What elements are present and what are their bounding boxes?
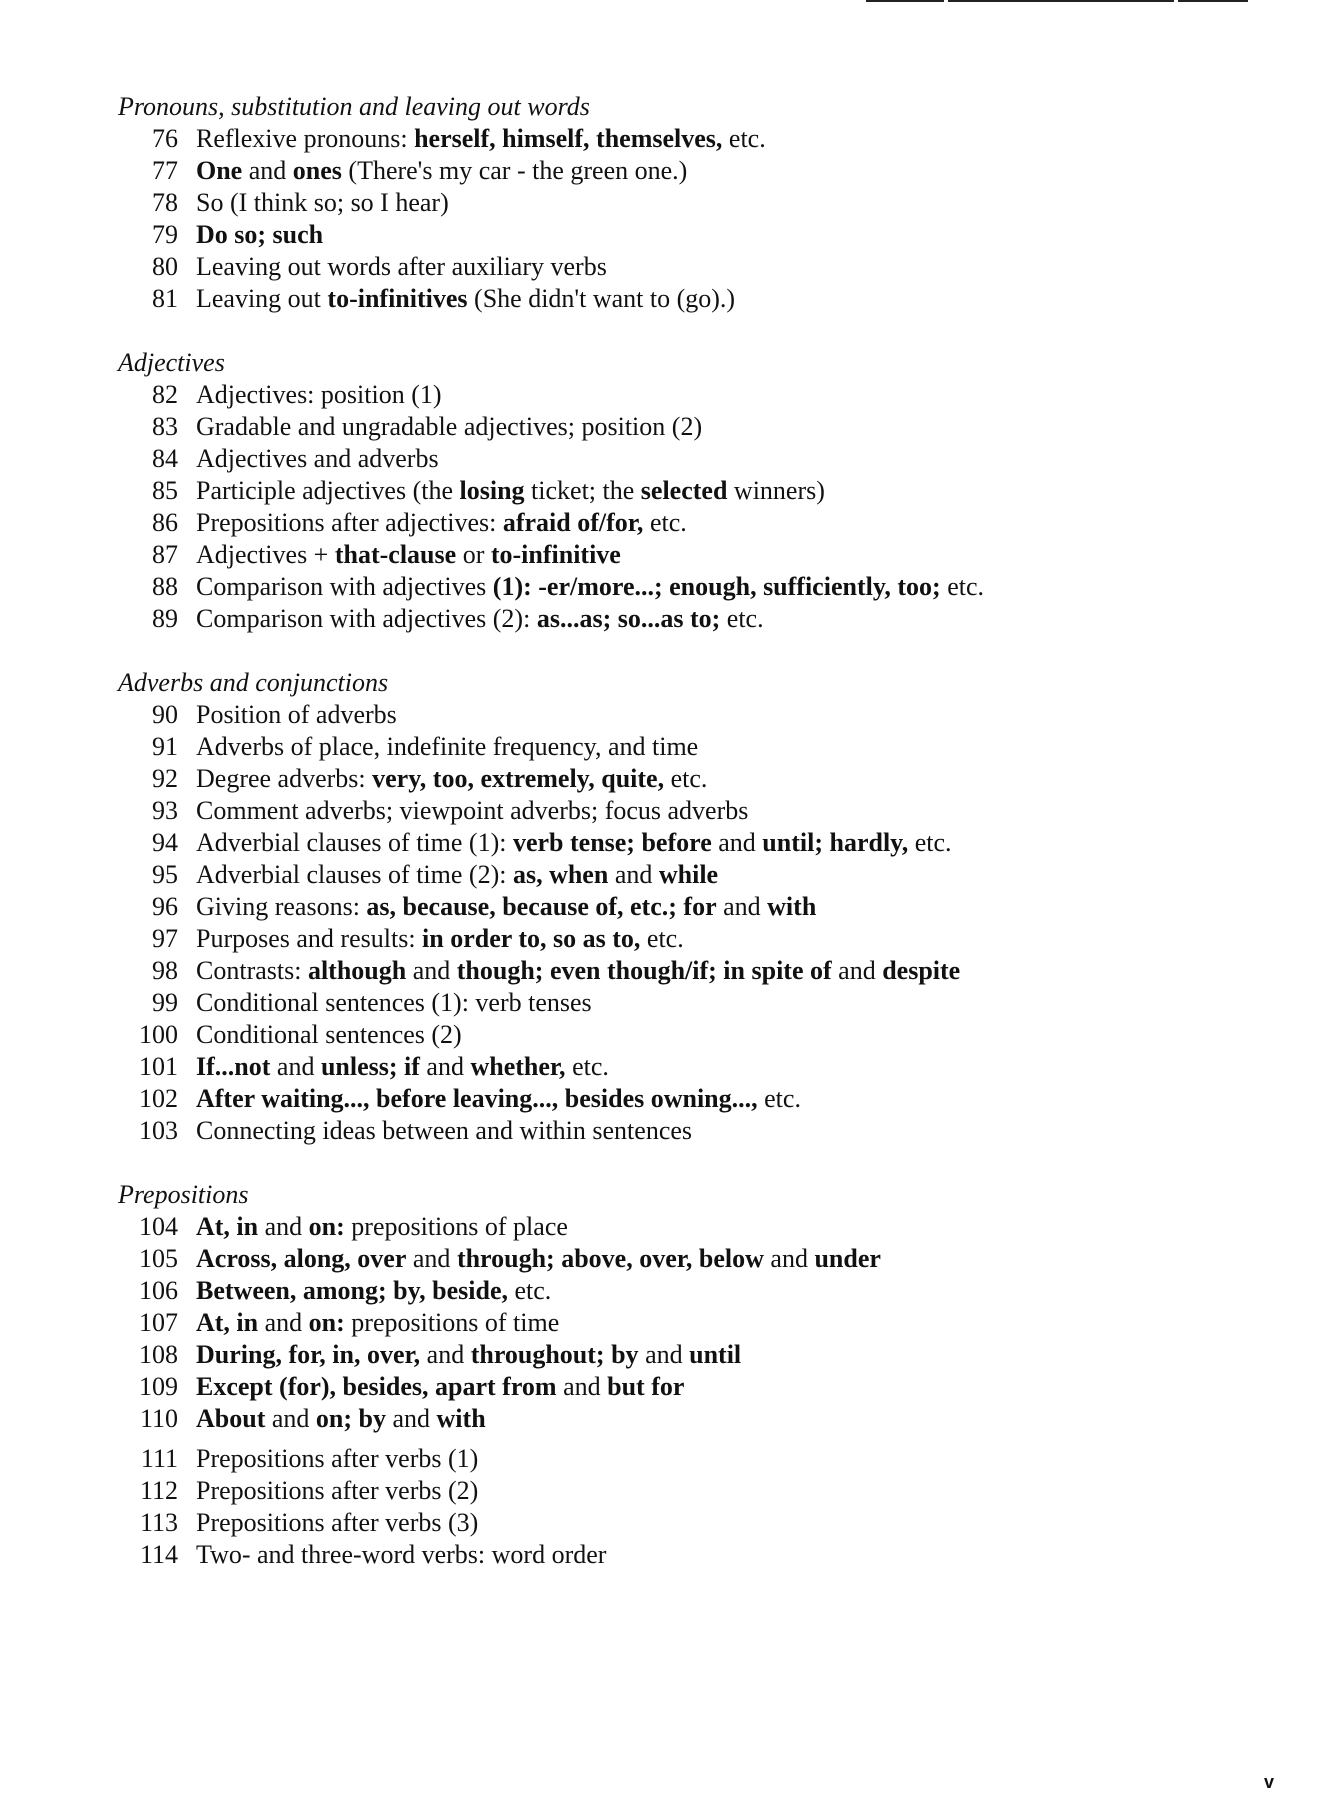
- unit-number: 112: [139, 1476, 178, 1505]
- unit-number: 92: [152, 764, 178, 793]
- title-text: etc.: [643, 508, 687, 537]
- contents-entry: [118, 1083, 1268, 1115]
- title-text: etc.: [640, 924, 684, 953]
- bold-term: Between, among; by, beside,: [196, 1276, 508, 1305]
- unit-title: [196, 539, 621, 571]
- title-text: (She didn't want to (go).): [467, 284, 736, 313]
- bold-term: through; above, over, below: [456, 1244, 764, 1273]
- unit-number: 103: [139, 1116, 178, 1145]
- title-text: Prepositions after verbs (1): [196, 1444, 479, 1473]
- section-adverbs-conjunctions: [118, 667, 1268, 1147]
- title-text: and: [419, 1052, 471, 1081]
- unit-number: 104: [139, 1212, 178, 1241]
- contents-entry: [118, 539, 1268, 571]
- unit-title: [196, 1539, 606, 1571]
- title-text: winners): [727, 476, 825, 505]
- bold-term: Across, along, over: [196, 1244, 407, 1273]
- bold-term: on:: [308, 1308, 345, 1337]
- title-text: Contrasts:: [196, 956, 308, 985]
- unit-title: [196, 1211, 568, 1243]
- title-text: and: [265, 1404, 316, 1433]
- title-text: and: [420, 1340, 471, 1369]
- page-number: v: [1264, 1772, 1275, 1792]
- bold-term: but for: [607, 1372, 685, 1401]
- contents-entry: [118, 155, 1268, 187]
- title-text: ticket; the: [524, 476, 641, 505]
- title-text: etc.: [720, 604, 764, 633]
- bold-term: afraid of/for,: [502, 508, 644, 537]
- section-prepositions: [118, 1179, 1268, 1571]
- bold-term: until; hardly,: [762, 828, 909, 857]
- section-items: [118, 699, 1268, 1147]
- bold-term: After waiting..., before leaving..., besides owning...,: [196, 1084, 758, 1113]
- unit-number: 81: [152, 284, 178, 313]
- bold-term: to-infinitives: [327, 284, 468, 313]
- unit-number: 110: [139, 1404, 178, 1433]
- unit-number: 113: [139, 1508, 178, 1537]
- contents-entry: [118, 1475, 1268, 1507]
- contents-entry: [118, 1243, 1268, 1275]
- unit-number: 93: [152, 796, 178, 825]
- unit-number: 82: [152, 380, 178, 409]
- bold-term: whether,: [470, 1052, 566, 1081]
- unit-number: 83: [152, 412, 178, 441]
- contents-entry: [118, 891, 1268, 923]
- unit-title: [196, 411, 702, 443]
- unit-title: [196, 507, 687, 539]
- bold-term: under: [814, 1244, 881, 1273]
- bold-term: on:: [308, 1212, 345, 1241]
- title-text: Reflexive pronouns:: [196, 124, 415, 153]
- title-text: etc.: [664, 764, 708, 793]
- contents-entry: [118, 763, 1268, 795]
- title-text: and: [831, 956, 883, 985]
- title-text: Comparison with adjectives: [196, 572, 493, 601]
- section-title: Adjectives: [118, 348, 225, 377]
- title-text: and: [711, 828, 763, 857]
- unit-title: [196, 155, 687, 187]
- unit-title: [196, 955, 960, 987]
- title-text: and: [716, 892, 768, 921]
- unit-title: [196, 923, 684, 955]
- unit-title: [196, 475, 825, 507]
- title-text: etc.: [908, 828, 952, 857]
- title-text: Degree adverbs:: [196, 764, 373, 793]
- title-text: Adjectives and adverbs: [196, 444, 439, 473]
- title-text: etc.: [940, 572, 985, 601]
- contents-entry: [118, 1443, 1268, 1475]
- bold-term: During, for, in, over,: [196, 1340, 421, 1369]
- unit-number: 88: [152, 572, 178, 601]
- bold-term: About: [196, 1404, 266, 1433]
- contents-entry: [118, 923, 1268, 955]
- contents-entry: [118, 1211, 1268, 1243]
- bold-term: though; even though/if; in spite of: [456, 956, 832, 985]
- unit-number: 106: [139, 1276, 178, 1305]
- unit-title: [196, 123, 766, 155]
- unit-title: [196, 1019, 462, 1051]
- bold-term: very, too, extremely, quite,: [372, 764, 665, 793]
- title-text: Comment adverbs; viewpoint adverbs; focus adverbs: [196, 796, 749, 825]
- bold-term: verb tense; before: [512, 828, 712, 857]
- contents-entry: [118, 251, 1268, 283]
- unit-number: 91: [152, 732, 178, 761]
- title-text: So (I think so; so I hear): [196, 188, 449, 217]
- section-title: Adverbs and conjunctions: [118, 668, 389, 697]
- unit-title: [196, 187, 449, 219]
- section-items: [118, 1211, 1268, 1571]
- unit-title: [196, 219, 323, 251]
- bold-term: with: [767, 892, 817, 921]
- contents-entry: [118, 507, 1268, 539]
- title-text: and: [258, 1212, 309, 1241]
- bold-term: as, because, because of, etc.; for: [366, 892, 717, 921]
- bold-term: At, in: [196, 1308, 259, 1337]
- unit-title: [196, 251, 607, 283]
- contents-entry: [118, 1019, 1268, 1051]
- title-text: Adjectives: position (1): [196, 380, 442, 409]
- section-adjectives: [118, 347, 1268, 635]
- unit-number: 87: [152, 540, 178, 569]
- title-text: and: [385, 1404, 437, 1433]
- title-text: Adverbs of place, indefinite frequency, and time: [196, 732, 699, 761]
- top-rule-1: [866, 0, 944, 2]
- title-text: and: [763, 1244, 815, 1273]
- unit-title: [196, 603, 764, 635]
- title-text: etc.: [508, 1276, 552, 1305]
- unit-number: 96: [152, 892, 178, 921]
- top-rule-2: [948, 0, 1174, 2]
- contents-entry: [118, 187, 1268, 219]
- title-text: and: [608, 860, 659, 889]
- section-title: Pronouns, substitution and leaving out words: [118, 92, 590, 121]
- bold-term: losing: [459, 476, 525, 505]
- unit-number: 79: [152, 220, 178, 249]
- contents-entry: [118, 123, 1268, 155]
- bold-term: despite: [882, 956, 961, 985]
- unit-title: [196, 763, 707, 795]
- section-title: Prepositions: [118, 1180, 249, 1209]
- unit-number: 89: [152, 604, 178, 633]
- unit-title: [196, 1507, 478, 1539]
- contents-entry: [118, 571, 1268, 603]
- unit-number: 86: [152, 508, 178, 537]
- contents-entry: [118, 987, 1268, 1019]
- title-text: Prepositions after verbs (3): [196, 1508, 479, 1537]
- title-text: Conditional sentences (2): [196, 1020, 462, 1049]
- contents-entry: [118, 475, 1268, 507]
- title-text: Gradable and ungradable adjectives; position (2): [196, 412, 703, 441]
- unit-number: 102: [139, 1084, 178, 1113]
- contents-entry: [118, 443, 1268, 475]
- unit-title: [196, 1371, 684, 1403]
- section-items: [118, 379, 1268, 635]
- unit-number: 109: [139, 1372, 178, 1401]
- unit-title: [196, 891, 816, 923]
- bold-term: herself, himself, themselves,: [414, 124, 723, 153]
- top-rule-3: [1178, 0, 1248, 2]
- bold-term: At, in: [196, 1212, 259, 1241]
- contents-entry: [118, 283, 1268, 315]
- unit-number: 80: [152, 252, 178, 281]
- title-text: Prepositions after verbs (2): [196, 1476, 479, 1505]
- title-text: and: [242, 156, 293, 185]
- unit-title: [196, 1275, 551, 1307]
- unit-title: [196, 987, 592, 1019]
- unit-title: [196, 1051, 609, 1083]
- entry-gap: [118, 1435, 1268, 1443]
- unit-title: [196, 1115, 692, 1147]
- bold-term: in order to, so as to,: [422, 924, 641, 953]
- title-text: Leaving out words after auxiliary verbs: [196, 252, 607, 281]
- title-text: Adverbial clauses of time (2):: [196, 860, 513, 889]
- title-text: Position of adverbs: [196, 700, 397, 729]
- title-text: Giving reasons:: [196, 892, 367, 921]
- unit-number: 84: [152, 444, 178, 473]
- title-text: and: [406, 956, 457, 985]
- unit-title: [196, 283, 735, 315]
- unit-number: 111: [140, 1444, 178, 1473]
- title-text: or: [456, 540, 491, 569]
- title-text: Conditional sentences (1): verb tenses: [196, 988, 592, 1017]
- contents-entry: [118, 1051, 1268, 1083]
- contents-entry: [118, 1403, 1268, 1435]
- title-text: Prepositions after adjectives:: [196, 508, 503, 537]
- bold-term: throughout; by: [470, 1340, 639, 1369]
- unit-title: [196, 1339, 741, 1371]
- bold-term: (1): -er/more...; enough, sufficiently, too;: [492, 572, 941, 601]
- bold-term: as, when: [512, 860, 609, 889]
- bold-term: Except (for), besides, apart from: [196, 1372, 557, 1401]
- unit-number: 94: [152, 828, 178, 857]
- unit-title: [196, 1475, 478, 1507]
- contents-entry: [118, 1115, 1268, 1147]
- unit-number: 85: [152, 476, 178, 505]
- title-text: prepositions of time: [344, 1308, 560, 1337]
- unit-title: [196, 1307, 559, 1339]
- unit-title: [196, 443, 439, 475]
- unit-number: 101: [139, 1052, 178, 1081]
- bold-term: as...as; so...as to;: [536, 604, 721, 633]
- bold-term: while: [658, 860, 719, 889]
- bold-term: on; by: [315, 1404, 386, 1433]
- unit-title: [196, 795, 748, 827]
- unit-number: 105: [139, 1244, 178, 1273]
- unit-number: 78: [152, 188, 178, 217]
- unit-title: [196, 1243, 881, 1275]
- title-text: and: [638, 1340, 690, 1369]
- bold-term: unless; if: [320, 1052, 420, 1081]
- unit-number: 107: [139, 1308, 178, 1337]
- bold-term: ones: [292, 156, 342, 185]
- unit-number: 114: [139, 1540, 178, 1569]
- unit-title: [196, 1443, 478, 1475]
- unit-title: [196, 1083, 801, 1115]
- bold-term: selected: [640, 476, 728, 505]
- title-text: Participle adjectives (the: [196, 476, 460, 505]
- contents-entry: [118, 955, 1268, 987]
- contents-entry: [118, 1507, 1268, 1539]
- unit-title: [196, 827, 952, 859]
- title-text: and: [270, 1052, 321, 1081]
- contents-entry: [118, 603, 1268, 635]
- title-text: etc.: [757, 1084, 801, 1113]
- title-text: Leaving out: [196, 284, 328, 313]
- contents-entry: [118, 379, 1268, 411]
- contents-entry: [118, 827, 1268, 859]
- section-items: [118, 123, 1268, 315]
- contents-entry: [118, 1371, 1268, 1403]
- contents-entry: [118, 859, 1268, 891]
- title-text: Adverbial clauses of time (1):: [196, 828, 513, 857]
- unit-title: [196, 859, 718, 891]
- unit-number: 97: [152, 924, 178, 953]
- title-text: Two- and three-word verbs: word order: [196, 1540, 607, 1569]
- title-text: and: [258, 1308, 309, 1337]
- contents-entry: [118, 219, 1268, 251]
- contents-entry: [118, 795, 1268, 827]
- title-text: and: [556, 1372, 608, 1401]
- title-text: and: [406, 1244, 457, 1273]
- bold-term: One: [196, 156, 243, 185]
- title-text: etc.: [722, 124, 766, 153]
- section-pronouns: [118, 91, 1268, 315]
- unit-number: 77: [152, 156, 178, 185]
- unit-number: 76: [152, 124, 178, 153]
- contents-entry: [118, 1339, 1268, 1371]
- contents-entry: [118, 699, 1268, 731]
- bold-term: to-infinitive: [490, 540, 621, 569]
- unit-number: 90: [152, 700, 178, 729]
- bold-term: Do so; such: [196, 220, 324, 249]
- bold-term: until: [689, 1340, 742, 1369]
- unit-title: [196, 379, 442, 411]
- contents-entry: [118, 1539, 1268, 1571]
- unit-title: [196, 731, 698, 763]
- bold-term: although: [307, 956, 407, 985]
- unit-title: [196, 699, 397, 731]
- contents-entry: [118, 411, 1268, 443]
- title-text: (There's my car - the green one.): [341, 156, 688, 185]
- bold-term: that-clause: [334, 540, 457, 569]
- unit-number: 108: [139, 1340, 178, 1369]
- title-text: etc.: [565, 1052, 609, 1081]
- bold-term: If...not: [196, 1052, 271, 1081]
- contents-entry: [118, 1275, 1268, 1307]
- unit-number: 98: [152, 956, 178, 985]
- unit-title: [196, 1403, 486, 1435]
- contents-entry: [118, 731, 1268, 763]
- unit-title: [196, 571, 984, 603]
- unit-number: 100: [139, 1020, 178, 1049]
- contents-entry: [118, 1307, 1268, 1339]
- title-text: Adjectives +: [196, 540, 335, 569]
- unit-number: 95: [152, 860, 178, 889]
- title-text: prepositions of place: [344, 1212, 568, 1241]
- title-text: Comparison with adjectives (2):: [196, 604, 537, 633]
- title-text: Connecting ideas between and within sentences: [196, 1116, 693, 1145]
- bold-term: with: [436, 1404, 486, 1433]
- title-text: Purposes and results:: [196, 924, 423, 953]
- unit-number: 99: [152, 988, 178, 1017]
